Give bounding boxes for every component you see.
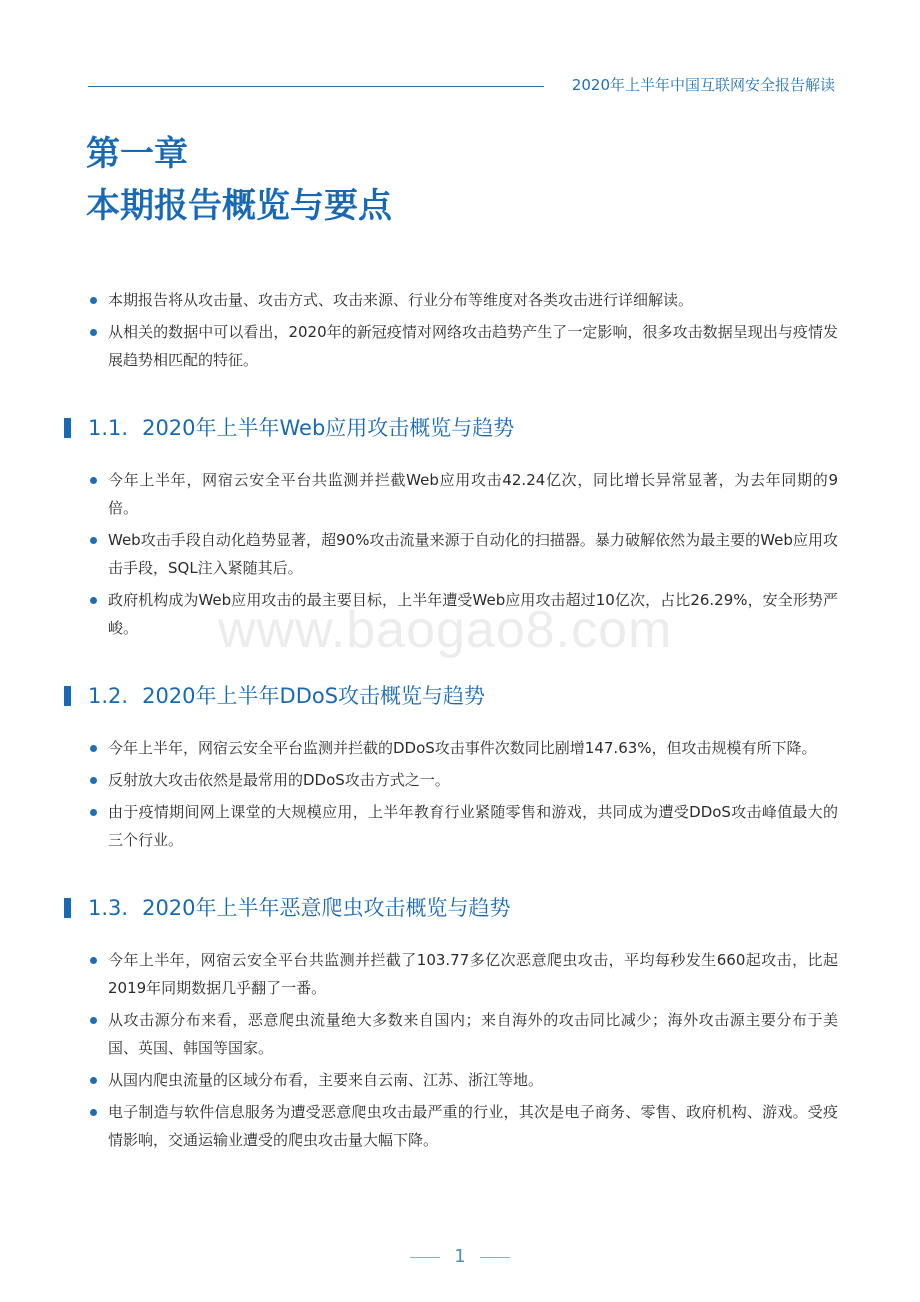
section-bar-icon bbox=[64, 898, 71, 918]
list-item: 本期报告将从攻击量、攻击方式、攻击来源、行业分布等维度对各类攻击进行详细解读。 bbox=[88, 286, 838, 314]
section-bar-icon bbox=[64, 686, 71, 706]
bullet-icon bbox=[90, 297, 97, 304]
bullet-icon bbox=[90, 537, 97, 544]
section-list bbox=[88, 946, 838, 1154]
bullet-icon bbox=[90, 777, 97, 784]
list-item: 今年上半年，网宿云安全平台共监测并拦截Web应用攻击42.24亿次，同比增长异常显著，为去年同期的9倍。 bbox=[88, 466, 838, 522]
section-1-3 bbox=[88, 892, 838, 1154]
chapter-title: 本期报告概览与要点 bbox=[86, 186, 392, 226]
page-footer bbox=[0, 1246, 920, 1267]
list-item: 今年上半年，网宿云安全平台监测并拦截的DDoS攻击事件次数同比剧增147.63%，但攻击规模有所下降。 bbox=[88, 734, 838, 762]
section-list bbox=[88, 466, 838, 642]
list-item: 电子制造与软件信息服务为遭受恶意爬虫攻击最严重的行业，其次是电子商务、零售、政府机构、游戏。受疫情影响，交通运输业遭受的爬虫攻击量大幅下降。 bbox=[88, 1098, 838, 1154]
section-list bbox=[88, 734, 838, 854]
bullet-icon bbox=[90, 477, 97, 484]
section-heading bbox=[64, 412, 838, 444]
section-title: 2020年上半年Web应用攻击概览与趋势 bbox=[142, 416, 515, 440]
section-number: 1.3. bbox=[88, 896, 129, 920]
section-1-1 bbox=[88, 412, 838, 642]
bullet-icon bbox=[90, 1017, 97, 1024]
list-item: 从国内爬虫流量的区域分布看，主要来自云南、江苏、浙江等地。 bbox=[88, 1066, 838, 1094]
list-item: 今年上半年，网宿云安全平台共监测并拦截了103.77多亿次恶意爬虫攻击，平均每秒发生660起攻击，比起2019年同期数据几乎翻了一番。 bbox=[88, 946, 838, 1002]
list-item: 从攻击源分布来看，恶意爬虫流量绝大多数来自国内；来自海外的攻击同比减少；海外攻击源主要分布于美国、英国、韩国等国家。 bbox=[88, 1006, 838, 1062]
section-heading bbox=[64, 680, 838, 712]
footer-rule-left bbox=[410, 1257, 440, 1258]
list-item: 从相关的数据中可以看出，2020年的新冠疫情对网络攻击趋势产生了一定影响，很多攻击数据呈现出与疫情发展趋势相匹配的特征。 bbox=[88, 318, 838, 374]
section-title: 2020年上半年DDoS攻击概览与趋势 bbox=[142, 684, 486, 708]
page-content bbox=[88, 286, 838, 1158]
header-title: 2020年上半年中国互联网安全报告解读 bbox=[571, 76, 835, 94]
bullet-icon bbox=[90, 1109, 97, 1116]
section-1-2 bbox=[88, 680, 838, 854]
bullet-icon bbox=[90, 745, 97, 752]
list-item: Web攻击手段自动化趋势显著，超90%攻击流量来源于自动化的扫描器。暴力破解依然为最主要的Web应用攻击手段，SQL注入紧随其后。 bbox=[88, 526, 838, 582]
list-item: 反射放大攻击依然是最常用的DDoS攻击方式之一。 bbox=[88, 766, 838, 794]
section-title: 2020年上半年恶意爬虫攻击概览与趋势 bbox=[142, 896, 511, 920]
bullet-icon bbox=[90, 957, 97, 964]
watermark: www.baogao8.com bbox=[218, 601, 673, 659]
chapter-label: 第一章 bbox=[86, 134, 188, 174]
chapter-heading bbox=[86, 128, 392, 232]
list-item: 由于疫情期间网上课堂的大规模应用，上半年教育行业紧随零售和游戏，共同成为遭受DDoS攻击峰值最大的三个行业。 bbox=[88, 798, 838, 854]
header-rule bbox=[88, 86, 544, 87]
page-number: 1 bbox=[454, 1246, 466, 1267]
footer-rule-right bbox=[480, 1257, 510, 1258]
section-number: 1.1. bbox=[88, 416, 129, 440]
section-bar-icon bbox=[64, 418, 71, 438]
section-number: 1.2. bbox=[88, 684, 129, 708]
bullet-icon bbox=[90, 809, 97, 816]
bullet-icon bbox=[90, 329, 97, 336]
intro-list bbox=[88, 286, 838, 374]
list-item: 政府机构成为Web应用攻击的最主要目标，上半年遭受Web应用攻击超过10亿次，占比26.29%，安全形势严峻。 bbox=[88, 586, 838, 642]
bullet-icon bbox=[90, 597, 97, 604]
bullet-icon bbox=[90, 1077, 97, 1084]
section-heading bbox=[64, 892, 838, 924]
